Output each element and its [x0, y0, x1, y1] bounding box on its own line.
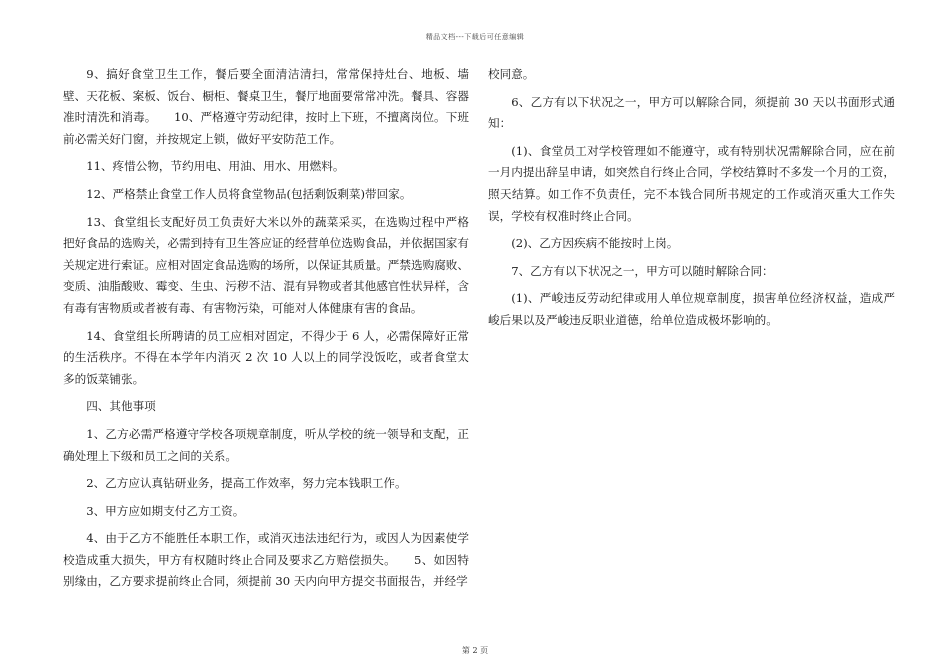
paragraph: 2、乙方应认真钻研业务，提高工作效率，努力完本钱职工作。 [86, 476, 407, 491]
paragraph: 6、乙方有以下状况之一，甲方可以解除合同，须提前 30 天以书面形式通知： [488, 94, 895, 131]
paragraph: 9、搞好食堂卫生工作，餐后要全面清洁清扫，常常保持灶台、地板、墙壁、天花板、案板、饭台、橱柜、餐桌卫生，餐厅地面要常常冲洗。餐具、容器准时清洗和消毒。 10、严格遵守劳动纪律，按时上下班，不擅离岗位。下班前必需关好门窗，并按规定上锁，做好平安防范工作。 [63, 67, 469, 146]
paragraph: (1)、严峻违反劳动纪律或用人单位规章制度，损害单位经济权益，造成严峻后果以及严峻违反职业道德，给单位造成极坏影响的。 [488, 291, 895, 327]
paragraph: 14、食堂组长所聘请的员工应相对固定，不得少于 6 人，必需保障好正常的生活秩序。不得在本学年内消灭 2 次 10 人以上的同学没饭吃，或者食堂太多的饭菜铺张。 [63, 328, 469, 386]
paragraph: 12、严格禁止食堂工作人员将食堂物品(包括剩饭剩菜)带回家。 [86, 186, 412, 201]
left-column [63, 64, 469, 599]
paragraph-continuation: 校同意。 [488, 67, 535, 81]
paragraph: 4、由于乙方不能胜任本职工作，或消灭违法违纪行为，或因人为因素使学校造成重大损失，甲方有权随时终止合同及要求乙方赔偿损失。 5、如因特别缘由，乙方要求提前终止合同，须提前 30 天内向甲方提交书面报告，并经学 [63, 531, 469, 589]
paragraph: 3、甲方应如期支付乙方工资。 [86, 503, 245, 518]
page-header: 精品文档---下载后可任意编辑 [425, 33, 525, 41]
right-column [488, 64, 895, 338]
section-heading: 四、其他事项 [86, 399, 156, 414]
paragraph: 7、乙方有以下状况之一，甲方可以随时解除合同： [511, 263, 774, 278]
paragraph: 11、疼惜公物，节约用电、用油、用水、用燃料。 [86, 159, 345, 174]
page-number: 第 2 页 [461, 646, 489, 655]
paragraph: 13、食堂组长支配好员工负责好大米以外的蔬菜采买，在选购过程中严格把好食品的选购关，必需到持有卫生答应证的经营单位选购食品，并依据国家有关规定进行索证。应相对固定食品选购的场所，以保证其质量。严禁选购腐败、变质、油脂酸败、霉变、生虫、污秽不洁、混有异物或者其他感官性状异样，含有毒有害物质或者被有毒、有害物污染，可能对人体健康有害的食品。 [63, 214, 469, 315]
paragraph: 1、乙方必需严格遵守学校各项规章制度，听从学校的统一领导和支配，正确处理上下级和员工之间的关系。 [63, 426, 469, 463]
paragraph: (1)、食堂员工对学校管理如不能遵守，或有特别状况需解除合同，应在前一月内提出辞呈申请，如突然自行终止合同，学校结算时不多发一个月的工资，照天结算。如工作不负责任，完不本钱合同所书规定的工作或消灭重大工作失误，学校有权准时终止合同。 [488, 143, 895, 223]
paragraph: (2)、乙方因疾病不能按时上岗。 [511, 236, 679, 251]
